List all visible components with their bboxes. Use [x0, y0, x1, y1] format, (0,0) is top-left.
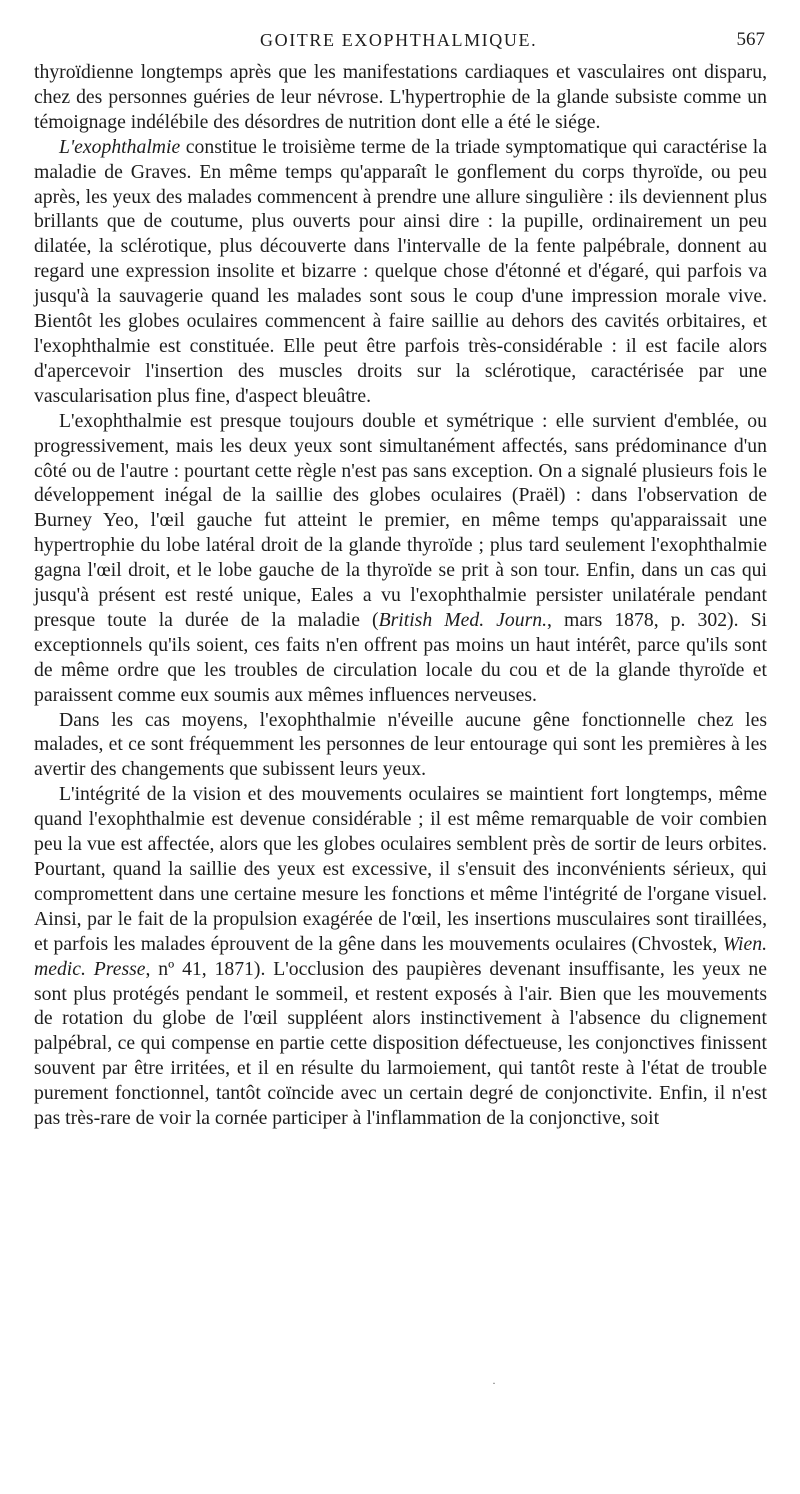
paragraph-3-text-b: , mars 1878, p. 302). Si exceptionnels qu'ils soient, ces faits n'en offrent pas moins un haut intérêt, parce qu'ils sont de même ordre que les troubles de circulation locale du cou et de la glande thyroïde et paraissent comme eux soumis aux mêmes influences nerveuses.: [34, 608, 767, 706]
paragraph-1-text: thyroïdienne longtemps après que les manifestations cardiaques et vasculaires ont disparu, chez des personnes guéries de leur névrose. L'hypertrophie de la glande subsiste comme un témoignage indélébile des désordres de nutrition dont elle a été le siége.: [34, 61, 767, 133]
running-title: GOITRE EXOPHTHALMIQUE.: [260, 30, 538, 50]
page-header: [34, 28, 767, 60]
paragraph-1: [34, 60, 767, 135]
paragraph-5-text-b: , nº 41, 1871). L'occlusion des paupières devenant insuffisante, les yeux ne sont plus protégés pendant le sommeil, et restent exposés à l'air. Bien que les mouvements de rotation du globe de l'œil suppléent alors instinctivement à l'absence du clignement palpébral, ce qui compense en partie cette disposition défectueuse, les conjonctives finissent souvent par être irritées, et il en résulte du larmoiement, qui tantôt reste à l'état de trouble purement fonctionnel, tantôt coïncide avec un certain degré de conjonctivite. Enfin, il n'est pas très-rare de voir la cornée participer à l'inflammation de la conjonctive, soit: [34, 957, 767, 1130]
paragraph-5-text-a: L'intégrité de la vision et des mouvements oculaires se maintient fort longtemps, même quand l'exophthalmie est devenue considérable ; il est même remarquable de voir combien peu la vue est affectée, alors que les globes oculaires semblent près de sortir de leurs orbites. Pourtant, quand la saillie des yeux est excessive, il s'ensuit des inconvénients sérieux, qui compromettent dans une certaine mesure les fonctions et même l'intégrité de l'organe visuel. Ainsi, par le fait de la propulsion exagérée de l'œil, les insertions musculaires sont tiraillées, et parfois les malades éprouvent de la gêne dans les mouvements oculaires (Chvostek,: [34, 783, 767, 955]
stray-ink-dot: ·: [492, 1376, 496, 1390]
book-page: [34, 28, 767, 1131]
page-number: 567: [736, 29, 765, 50]
body-text: [34, 60, 767, 1131]
paragraph-5: [34, 782, 767, 1131]
paragraph-2-text: constitue le troisième terme de la triade symptomatique qui caractérise la maladie de Graves. En même temps qu'apparaît le gonflement du corps thyroïde, ou peu après, les yeux des malades commencent à prendre une allure singulière : ils deviennent plus brillants que de coutume, plus ouverts pour ainsi dire : la pupille, ordinairement un peu dilatée, la sclérotique, plus découverte dans l'intervalle de la fente palpébrale, donnent au regard une expression insolite et bizarre : quelque chose d'étonné et d'égaré, qui parfois va jusqu'à la sauvagerie quand les malades sont sous le coup d'une impression morale vive. Bientôt les globes oculaires commencent à faire saillie au dehors des cavités orbitaires, et l'exophthalmie est constituée. Elle peut être parfois très-considérable : il est facile alors d'apercevoir l'insertion des muscles droits sur la sclérotique, caractérisée par une vascularisation plus fine, d'aspect bleuâtre.: [34, 135, 767, 407]
paragraph-3-text-a: L'exophthalmie est presque toujours double et symétrique : elle survient d'emblée, ou progressivement, mais les deux yeux sont simultanément affectés, sans prédominance d'un côté ou de l'autre : pourtant cette règle n'est pas sans exception. On a signalé plusieurs fois le développement inégal de la saillie des globes oculaires (Praël) : dans l'observation de Burney Yeo, l'œil gauche fut atteint le premier, en même temps qu'apparaissait une hypertrophie du lobe latéral droit de la glande thyroïde ; plus tard seulement l'exophthalmie gagna l'œil droit, et le lobe gauche de la thyroïde se prit à son tour. Enfin, dans un cas qui jusqu'à présent est resté unique, Eales a vu l'exophthalmie persister unilatérale pendant presque toute la durée de la maladie (: [34, 409, 767, 631]
paragraph-2-lead-term: L'exophthalmie: [59, 135, 181, 158]
periodical-citation: Wien. medic. Presse: [34, 932, 767, 980]
paragraph-2: [34, 135, 767, 409]
paragraph-4-text: Dans les cas moyens, l'exophthalmie n'éveille aucune gêne fonctionnelle chez les malades, et ce sont fréquemment les personnes de leur entourage qui sont les premières à les avertir des changements que subissent leurs yeux.: [34, 708, 767, 781]
paragraph-4: [34, 708, 767, 783]
paragraph-3: [34, 409, 767, 708]
journal-citation: British Med. Journ.: [378, 608, 548, 631]
